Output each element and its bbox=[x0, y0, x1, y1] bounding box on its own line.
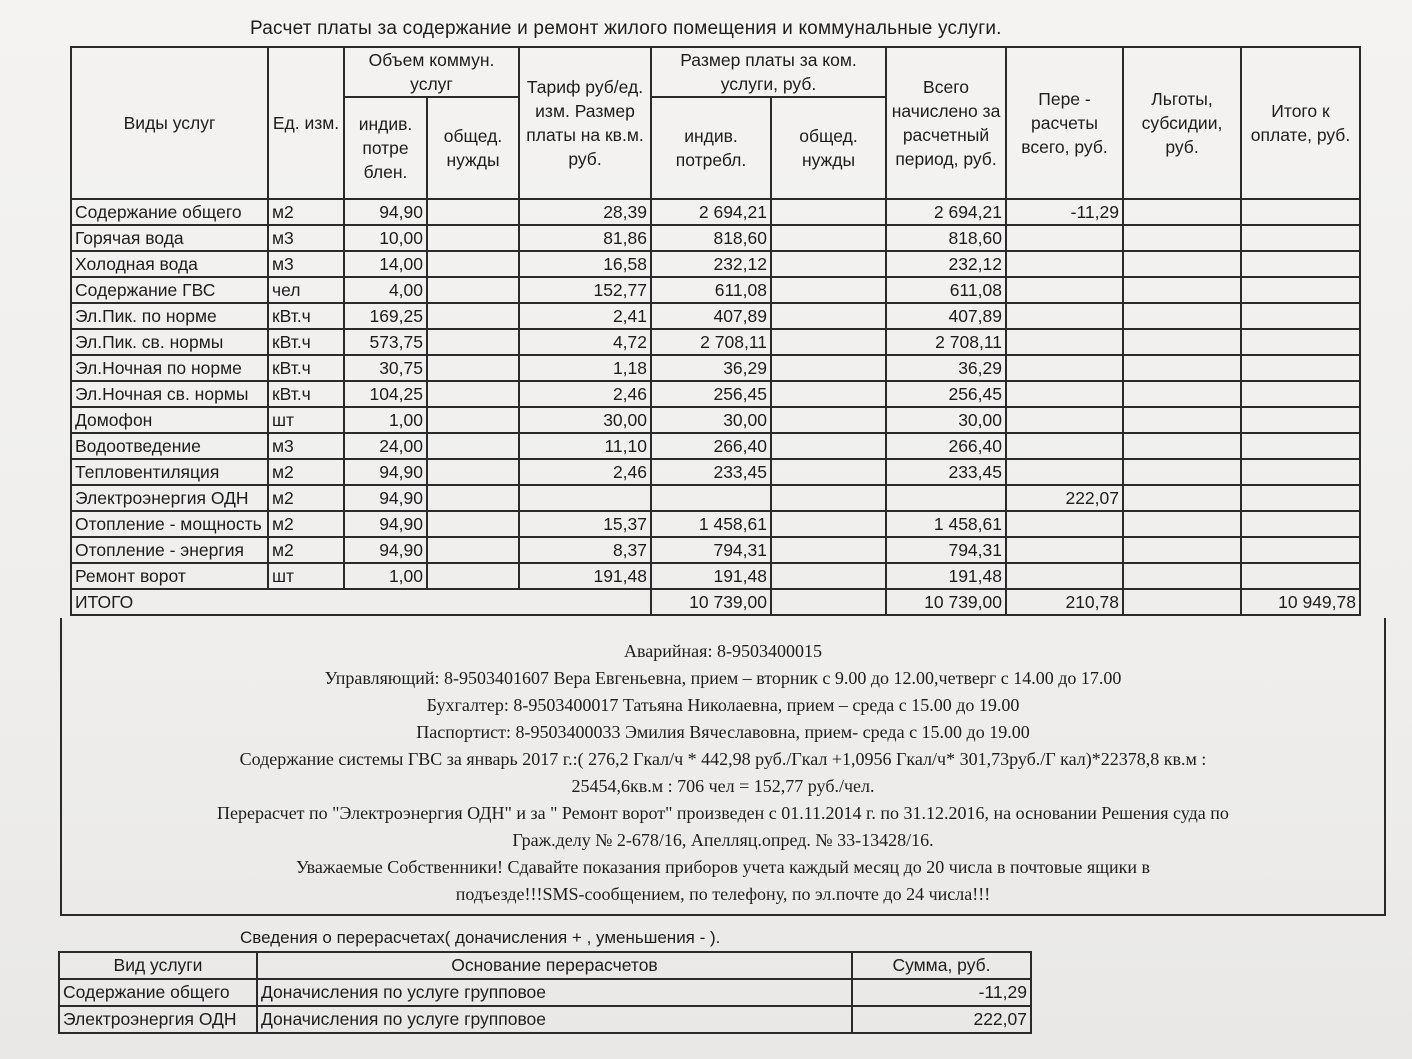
cell-to-pay bbox=[1241, 537, 1360, 563]
cell-service: Холодная вода bbox=[71, 251, 268, 277]
cell-tariff: 30,00 bbox=[519, 407, 651, 433]
table-row bbox=[71, 277, 1360, 303]
cell-total: 818,60 bbox=[886, 225, 1006, 251]
cell-unit: м2 bbox=[268, 511, 344, 537]
cell-recalc bbox=[1006, 329, 1123, 355]
cell-tariff: 11,10 bbox=[519, 433, 651, 459]
cell-benefits bbox=[1123, 563, 1241, 589]
cell-pay-common bbox=[771, 563, 886, 589]
cell-vol-common bbox=[427, 303, 519, 329]
cell-vol-indiv: 573,75 bbox=[344, 329, 427, 355]
cell-unit: кВт.ч bbox=[268, 355, 344, 381]
manager-info: Управляющий: 8-9503401607 Вера Евгеньевна, прием – вторник с 9.00 до 12.00,четверг с 14.00 до 17.00 bbox=[324, 668, 1122, 688]
recalc-cell-service: Содержание общего bbox=[59, 979, 257, 1006]
cell-tariff: 2,46 bbox=[519, 459, 651, 485]
cell-vol-indiv: 4,00 bbox=[344, 277, 427, 303]
cell-service: Эл.Ночная св. нормы bbox=[71, 381, 268, 407]
cell-vol-indiv: 94,90 bbox=[344, 511, 427, 537]
cell-to-pay bbox=[1241, 225, 1360, 251]
cell-to-pay bbox=[1241, 329, 1360, 355]
cell-vol-common bbox=[427, 537, 519, 563]
cell-tariff: 2,41 bbox=[519, 303, 651, 329]
table-row bbox=[71, 251, 1360, 277]
table-row bbox=[71, 563, 1360, 589]
cell-vol-indiv: 1,00 bbox=[344, 563, 427, 589]
cell-to-pay bbox=[1241, 485, 1360, 511]
cell-tariff: 191,48 bbox=[519, 563, 651, 589]
cell-vol-indiv: 1,00 bbox=[344, 407, 427, 433]
cell-total: 36,29 bbox=[886, 355, 1006, 381]
cell-unit: кВт.ч bbox=[268, 329, 344, 355]
cell-vol-common bbox=[427, 563, 519, 589]
cell-recalc bbox=[1006, 277, 1123, 303]
cell-benefits bbox=[1123, 355, 1241, 381]
recalc-cell-basis: Доначисления по услуге групповое bbox=[257, 979, 852, 1006]
header-volume-indiv: индив. потре блен. bbox=[344, 97, 427, 199]
cell-pay-indiv: 266,40 bbox=[651, 433, 771, 459]
table-row bbox=[71, 459, 1360, 485]
cell-recalc bbox=[1006, 381, 1123, 407]
cell-pay-common bbox=[771, 433, 886, 459]
recalc-section-title: Сведения о перерасчетах( доначисления + , уменьшения - ). bbox=[240, 928, 721, 947]
cell-tariff: 1,18 bbox=[519, 355, 651, 381]
cell-unit: м3 bbox=[268, 251, 344, 277]
cell-benefits bbox=[1123, 407, 1241, 433]
cell-pay-common bbox=[771, 459, 886, 485]
table-row bbox=[71, 199, 1360, 225]
cell-to-pay bbox=[1241, 303, 1360, 329]
total-accrued: 10 739,00 bbox=[886, 589, 1006, 615]
recalc-row bbox=[59, 979, 1031, 1006]
cell-pay-common bbox=[771, 407, 886, 433]
cell-recalc bbox=[1006, 459, 1123, 485]
cell-pay-common bbox=[771, 199, 886, 225]
cell-vol-common bbox=[427, 511, 519, 537]
cell-unit: м2 bbox=[268, 537, 344, 563]
cell-pay-indiv: 2 694,21 bbox=[651, 199, 771, 225]
table-row bbox=[71, 225, 1360, 251]
cell-to-pay bbox=[1241, 407, 1360, 433]
cell-to-pay bbox=[1241, 563, 1360, 589]
cell-service: Отопление - мощность bbox=[71, 511, 268, 537]
cell-service: Содержание общего bbox=[71, 199, 268, 225]
total-to-pay: 10 949,78 bbox=[1241, 589, 1360, 615]
header-to-pay: Итого к оплате, руб. bbox=[1241, 47, 1360, 199]
recalc-note-line-1: Перерасчет по "Электроэнергия ОДН" и за " Ремонт ворот" произведен с 01.11.2014 г. по 31.12.2016, на основании Решения суда по bbox=[217, 803, 1229, 823]
cell-vol-indiv: 30,75 bbox=[344, 355, 427, 381]
cell-pay-indiv: 36,29 bbox=[651, 355, 771, 381]
cell-pay-indiv: 611,08 bbox=[651, 277, 771, 303]
total-pay-common bbox=[771, 589, 886, 615]
recalc-table-body bbox=[59, 979, 1031, 1033]
cell-pay-indiv: 2 708,11 bbox=[651, 329, 771, 355]
cell-unit: кВт.ч bbox=[268, 381, 344, 407]
cell-pay-indiv: 233,45 bbox=[651, 459, 771, 485]
cell-tariff: 81,86 bbox=[519, 225, 651, 251]
cell-tariff: 15,37 bbox=[519, 511, 651, 537]
cell-unit: кВт.ч bbox=[268, 303, 344, 329]
cell-pay-common bbox=[771, 225, 886, 251]
cell-service: Тепловентиляция bbox=[71, 459, 268, 485]
table-row bbox=[71, 355, 1360, 381]
cell-recalc bbox=[1006, 225, 1123, 251]
cell-unit: шт bbox=[268, 563, 344, 589]
cell-benefits bbox=[1123, 511, 1241, 537]
cell-pay-common bbox=[771, 355, 886, 381]
contact-info-box bbox=[60, 618, 1386, 916]
cell-unit: м3 bbox=[268, 225, 344, 251]
cell-benefits bbox=[1123, 199, 1241, 225]
cell-to-pay bbox=[1241, 459, 1360, 485]
cell-benefits bbox=[1123, 459, 1241, 485]
cell-service: Электроэнергия ОДН bbox=[71, 485, 268, 511]
cell-service: Домофон bbox=[71, 407, 268, 433]
cell-recalc bbox=[1006, 303, 1123, 329]
cell-benefits bbox=[1123, 485, 1241, 511]
table-row bbox=[71, 407, 1360, 433]
cell-total: 256,45 bbox=[886, 381, 1006, 407]
header-tariff: Тариф руб/ед. изм. Размер платы на кв.м. руб. bbox=[519, 47, 651, 199]
cell-pay-indiv: 30,00 bbox=[651, 407, 771, 433]
cell-recalc bbox=[1006, 407, 1123, 433]
cell-pay-indiv: 232,12 bbox=[651, 251, 771, 277]
cell-recalc bbox=[1006, 511, 1123, 537]
cell-unit: чел bbox=[268, 277, 344, 303]
cell-pay-indiv: 407,89 bbox=[651, 303, 771, 329]
cell-tariff: 28,39 bbox=[519, 199, 651, 225]
cell-benefits bbox=[1123, 433, 1241, 459]
gvs-calc-line-2: 25454,6кв.м : 706 чел = 152,77 руб./чел. bbox=[571, 776, 875, 796]
cell-total: 233,45 bbox=[886, 459, 1006, 485]
total-row bbox=[71, 589, 1360, 615]
recalc-header-sum: Сумма, руб. bbox=[852, 952, 1031, 979]
header-total-accrued: Всего начислено за расчетный период, руб. bbox=[886, 47, 1006, 199]
cell-total: 1 458,61 bbox=[886, 511, 1006, 537]
cell-benefits bbox=[1123, 251, 1241, 277]
cell-vol-indiv: 94,90 bbox=[344, 199, 427, 225]
cell-total: 407,89 bbox=[886, 303, 1006, 329]
total-recalc: 210,78 bbox=[1006, 589, 1123, 615]
cell-recalc bbox=[1006, 563, 1123, 589]
header-unit: Ед. изм. bbox=[268, 47, 344, 199]
cell-vol-common bbox=[427, 199, 519, 225]
cell-tariff: 4,72 bbox=[519, 329, 651, 355]
cell-unit: м2 bbox=[268, 459, 344, 485]
cell-vol-common bbox=[427, 407, 519, 433]
cell-benefits bbox=[1123, 277, 1241, 303]
table-row bbox=[71, 537, 1360, 563]
cell-unit: м2 bbox=[268, 485, 344, 511]
cell-pay-indiv: 256,45 bbox=[651, 381, 771, 407]
cell-unit: м3 bbox=[268, 433, 344, 459]
notice-line-2: подъезде!!!SMS-сообщением, по телефону, по эл.почте до 24 числа!!! bbox=[455, 884, 991, 904]
cell-vol-indiv: 10,00 bbox=[344, 225, 427, 251]
header-recalc: Пере - расчеты всего, руб. bbox=[1006, 47, 1123, 199]
cell-to-pay bbox=[1241, 511, 1360, 537]
cell-total: 794,31 bbox=[886, 537, 1006, 563]
cell-to-pay bbox=[1241, 381, 1360, 407]
charges-table bbox=[70, 46, 1361, 616]
recalc-note-line-2: Граж.делу № 2-678/16, Апелляц.опред. № 33-13428/16. bbox=[512, 830, 934, 850]
cell-vol-indiv: 94,90 bbox=[344, 485, 427, 511]
cell-total: 30,00 bbox=[886, 407, 1006, 433]
cell-pay-indiv: 818,60 bbox=[651, 225, 771, 251]
cell-recalc bbox=[1006, 251, 1123, 277]
header-payment-indiv: индив. потребл. bbox=[651, 97, 771, 199]
cell-tariff: 152,77 bbox=[519, 277, 651, 303]
cell-total: 266,40 bbox=[886, 433, 1006, 459]
table-row bbox=[71, 303, 1360, 329]
cell-service: Отопление - энергия bbox=[71, 537, 268, 563]
cell-benefits bbox=[1123, 225, 1241, 251]
cell-service: Эл.Пик. по норме bbox=[71, 303, 268, 329]
table-row bbox=[71, 485, 1360, 511]
cell-vol-indiv: 104,25 bbox=[344, 381, 427, 407]
cell-to-pay bbox=[1241, 199, 1360, 225]
recalc-cell-sum: -11,29 bbox=[852, 979, 1031, 1006]
recalc-cell-sum: 222,07 bbox=[852, 1006, 1031, 1033]
cell-service: Водоотведение bbox=[71, 433, 268, 459]
emergency-phone: Аварийная: 8-9503400015 bbox=[624, 641, 822, 661]
cell-total: 611,08 bbox=[886, 277, 1006, 303]
cell-pay-common bbox=[771, 251, 886, 277]
total-benefits bbox=[1123, 589, 1241, 615]
accountant-info: Бухгалтер: 8-9503400017 Татьяна Николаевна, прием – среда с 15.00 до 19.00 bbox=[426, 695, 1020, 715]
cell-service: Эл.Пик. св. нормы bbox=[71, 329, 268, 355]
passport-officer-info: Паспортист: 8-9503400033 Эмилия Вячеславовна, прием- среда с 15.00 до 19.00 bbox=[416, 722, 1030, 742]
cell-vol-common bbox=[427, 225, 519, 251]
cell-total bbox=[886, 485, 1006, 511]
cell-total: 2 708,11 bbox=[886, 329, 1006, 355]
table-row bbox=[71, 433, 1360, 459]
cell-pay-common bbox=[771, 537, 886, 563]
header-service: Виды услуг bbox=[71, 47, 268, 199]
cell-vol-indiv: 94,90 bbox=[344, 537, 427, 563]
cell-unit: шт bbox=[268, 407, 344, 433]
charges-table-body bbox=[71, 199, 1360, 589]
recalc-table bbox=[58, 951, 1032, 1034]
cell-total: 191,48 bbox=[886, 563, 1006, 589]
cell-vol-common bbox=[427, 381, 519, 407]
cell-to-pay bbox=[1241, 355, 1360, 381]
cell-vol-common bbox=[427, 433, 519, 459]
cell-service: Эл.Ночная по норме bbox=[71, 355, 268, 381]
header-volume-common: общед. нужды bbox=[427, 97, 519, 199]
total-pay-indiv: 10 739,00 bbox=[651, 589, 771, 615]
cell-vol-common bbox=[427, 277, 519, 303]
cell-pay-indiv bbox=[651, 485, 771, 511]
cell-pay-common bbox=[771, 329, 886, 355]
cell-pay-indiv: 794,31 bbox=[651, 537, 771, 563]
cell-vol-common bbox=[427, 485, 519, 511]
cell-to-pay bbox=[1241, 251, 1360, 277]
cell-recalc bbox=[1006, 537, 1123, 563]
total-label: ИТОГО bbox=[71, 589, 651, 615]
header-benefits: Льготы, субсидии, руб. bbox=[1123, 47, 1241, 199]
table-row bbox=[71, 381, 1360, 407]
page-title: Расчет платы за содержание и ремонт жилого помещения и коммунальные услуги. bbox=[250, 18, 1002, 39]
cell-vol-common bbox=[427, 329, 519, 355]
cell-pay-common bbox=[771, 303, 886, 329]
cell-recalc: 222,07 bbox=[1006, 485, 1123, 511]
cell-recalc: -11,29 bbox=[1006, 199, 1123, 225]
cell-vol-common bbox=[427, 459, 519, 485]
cell-tariff: 8,37 bbox=[519, 537, 651, 563]
cell-tariff: 2,46 bbox=[519, 381, 651, 407]
cell-benefits bbox=[1123, 381, 1241, 407]
cell-pay-common bbox=[771, 511, 886, 537]
cell-vol-indiv: 24,00 bbox=[344, 433, 427, 459]
cell-unit: м2 bbox=[268, 199, 344, 225]
table-row bbox=[71, 329, 1360, 355]
cell-pay-common bbox=[771, 381, 886, 407]
header-volume: Объем коммун. услуг bbox=[344, 47, 519, 97]
recalc-cell-basis: Доначисления по услуге групповое bbox=[257, 1006, 852, 1033]
notice-line-1: Уважаемые Собственники! Сдавайте показания приборов учета каждый месяц до 20 числа в почтовые ящики в bbox=[295, 857, 1151, 877]
cell-service: Горячая вода bbox=[71, 225, 268, 251]
cell-recalc bbox=[1006, 433, 1123, 459]
cell-to-pay bbox=[1241, 433, 1360, 459]
cell-benefits bbox=[1123, 537, 1241, 563]
recalc-header-basis: Основание перерасчетов bbox=[257, 952, 852, 979]
header-payment-common: общед. нужды bbox=[771, 97, 886, 199]
header-payment: Размер платы за ком. услуги, руб. bbox=[651, 47, 886, 97]
cell-benefits bbox=[1123, 329, 1241, 355]
cell-vol-common bbox=[427, 355, 519, 381]
gvs-calc-line-1: Содержание системы ГВС за январь 2017 г.:( 276,2 Гкал/ч * 442,98 руб./Гкал +1,0956 Гкал/ч* 301,73руб./Г кал)*22378,8 кв.м : bbox=[239, 749, 1207, 769]
recalc-header-service: Вид услуги bbox=[59, 952, 257, 979]
cell-vol-indiv: 14,00 bbox=[344, 251, 427, 277]
cell-to-pay bbox=[1241, 277, 1360, 303]
cell-service: Содержание ГВС bbox=[71, 277, 268, 303]
cell-vol-indiv: 169,25 bbox=[344, 303, 427, 329]
cell-tariff: 16,58 bbox=[519, 251, 651, 277]
recalc-row bbox=[59, 1006, 1031, 1033]
table-row bbox=[71, 511, 1360, 537]
cell-total: 232,12 bbox=[886, 251, 1006, 277]
cell-total: 2 694,21 bbox=[886, 199, 1006, 225]
cell-pay-indiv: 1 458,61 bbox=[651, 511, 771, 537]
cell-pay-common bbox=[771, 485, 886, 511]
recalc-cell-service: Электроэнергия ОДН bbox=[59, 1006, 257, 1033]
cell-benefits bbox=[1123, 303, 1241, 329]
cell-recalc bbox=[1006, 355, 1123, 381]
cell-pay-common bbox=[771, 277, 886, 303]
cell-vol-common bbox=[427, 251, 519, 277]
cell-pay-indiv: 191,48 bbox=[651, 563, 771, 589]
cell-vol-indiv: 94,90 bbox=[344, 459, 427, 485]
cell-service: Ремонт ворот bbox=[71, 563, 268, 589]
cell-tariff bbox=[519, 485, 651, 511]
